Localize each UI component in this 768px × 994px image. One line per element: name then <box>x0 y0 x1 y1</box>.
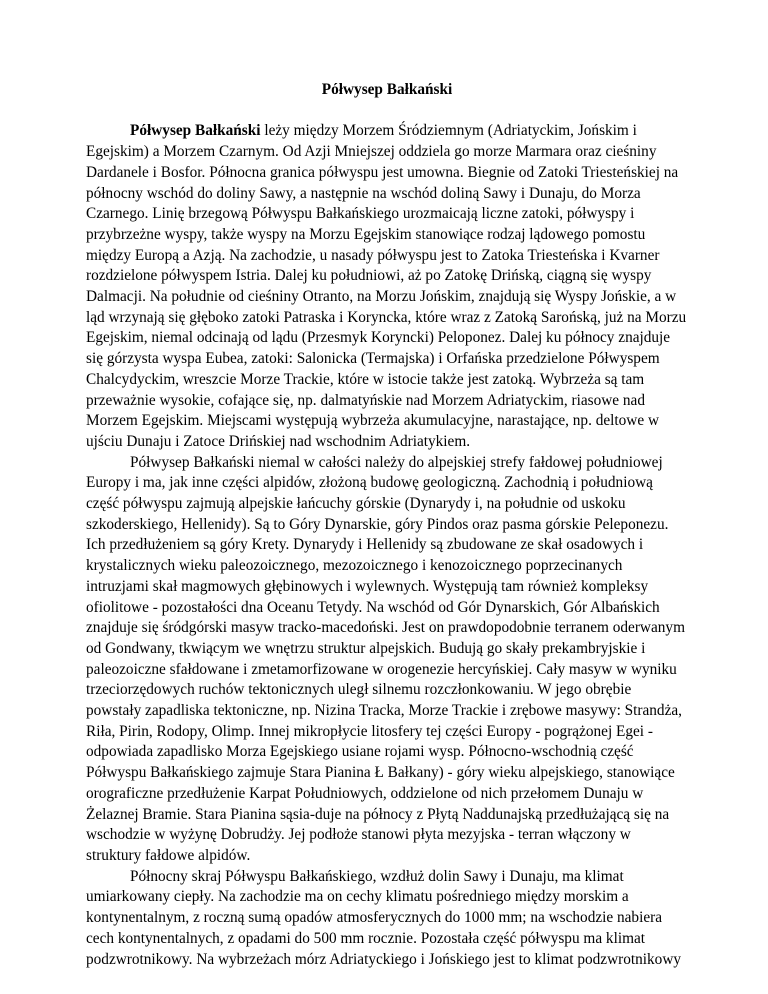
paragraph-1-text: leży między Morzem Śródziemnym (Adriatyckim, Jońskim i Egejskim) a Morzem Czarnym. Od Azji Mniejszej oddziela go morze Marmara oraz cieśniny Dardanele i Bosfor. Północna granica półwyspu jest umowna. Biegnie od Zatoki Triesteńskiej na północny wschód do doliny Sawy, a następnie na wschód doliną Sawy i Dunaju, do Morza Czarnego. Linię brzegową Półwyspu Bałkańskiego urozmaicają liczne zatoki, półwyspy i przybrzeżne wyspy, także wyspy na Morzu Egejskim stanowiące rodzaj lądowego pomostu między Europą a Azją. Na zachodzie, u nasady półwyspu jest to Zatoka Triesteńska i Kvarner rozdzielone półwyspem Istria. Dalej ku południowi, aż po Zatokę Drińską, ciągną się wyspy Dalmacji. Na południe od cieśniny Otranto, na Morzu Jońskim, znajdują się Wyspy Jońskie, a w ląd wrzynają się głęboko zatoki Patraska i Koryncka, które wraz z Zatoką Sarońską, już na Morzu Egejskim, niemal odcinają od lądu (Przesmyk Koryncki) Peloponez. Dalej ku północy znajduje się górzysta wyspa Eubea, zatoki: Salonicka (Termajska) i Orfańska przedzielone Półwyspem Chalcydyckim, wreszcie Morze Trackie, które w istocie także jest zatoką. Wybrzeża są tam przeważnie wysokie, cofające się, np. dalmatyńskie nad Morzem Adriatyckim, riasowe nad Morzem Egejskim. Miejscami występują wybrzeża akumulacyjne, narastające, np. deltowe w ujściu Dunaju i Zatoce Drińskiej nad wschodnim Adriatykiem. <box>86 122 687 450</box>
document-page <box>86 80 688 970</box>
document-title: Półwysep Bałkański <box>321 81 453 98</box>
paragraph-1-lead: Półwysep Bałkański <box>130 122 261 140</box>
paragraph-2: Półwysep Bałkański niemal w całości należy do alpejskiej strefy fałdowej południowej Europy i ma, jak inne części alpidów, złożoną budowę geologiczną. Zachodnią i południową część półwyspu zajmują alpejskie łańcuchy górskie (Dynarydy i, na południe od uskoku szkoderskiego, Hellenidy). Są to Góry Dynarskie, góry Pindos oraz pasma górskie Peleponezu. Ich przedłużeniem są góry Krety. Dynarydy i Hellenidy są zbudowane ze skał osadowych i krystalicznych wieku paleozoicznego, mezozoicznego i kenozoicznego poprzecinanych intruzjami skał magmowych głębinowych i wylewnych. Występują tam również kompleksy ofiolitowe - pozostałości dna Oceanu Tetydy. Na wschód od Gór Dynarskich, Gór Albańskich znajduje się śródgórski masyw tracko-macedoński. Jest on prawdopodobnie terranem oderwanym od Gondwany, tkwiącym we wnętrzu struktur alpejskich. Budują go skały prekambryjskie i paleozoiczne sfałdowane i zmetamorfizowane w orogenezie hercyńskiej. Cały masyw w wyniku trzeciorzędowych ruchów tektonicznych uległ silnemu rozczłonkowaniu. W jego obrębie powstały zapadliska tektoniczne, np. Nizina Tracka, Morze Trackie i zrębowe masywy: Strandża, Riła, Pirin, Rodopy, Olimp. Innej mikropłycie litosfery tej części Europy - pogrążonej Egei - odpowiada zapadlisko Morza Egejskiego usiane rojami wysp. Północno-wschodnią część Półwyspu Bałkańskiego zajmuje Stara Pianina Ł Bałkany) - góry wieku alpejskiego, stanowiące orograficzne przedłużenie Karpat Południowych, oddzielone od nich przełomem Dunaju w Żelaznej Bramie. Stara Pianina sąsia-duje na północy z Płytą Naddunajską przedłużającą się na wschodzie w wyżynę Dobrudży. Jej podłoże stanowi płyta mezyjska - terran włączony w struktury fałdowe alpidów. <box>86 453 685 864</box>
paragraph-1 <box>86 121 688 452</box>
paragraph-3: Północny skraj Półwyspu Bałkańskiego, wzdłuż dolin Sawy i Dunaju, ma klimat umiarkowany ciepły. Na zachodzie ma on cechy klimatu pośredniego między morskim a kontynentalnym, z roczną sumą opadów atmosferycznych do 1000 mm; na wschodzie nabiera cech kontynentalnych, z opadami do 500 mm rocznie. Pozostała część półwyspu ma klimat podzwrotnikowy. Na wybrzeżach mórz Adriatyckiego i Jońskiego jest to klimat podzwrotnikowy <box>86 867 682 968</box>
